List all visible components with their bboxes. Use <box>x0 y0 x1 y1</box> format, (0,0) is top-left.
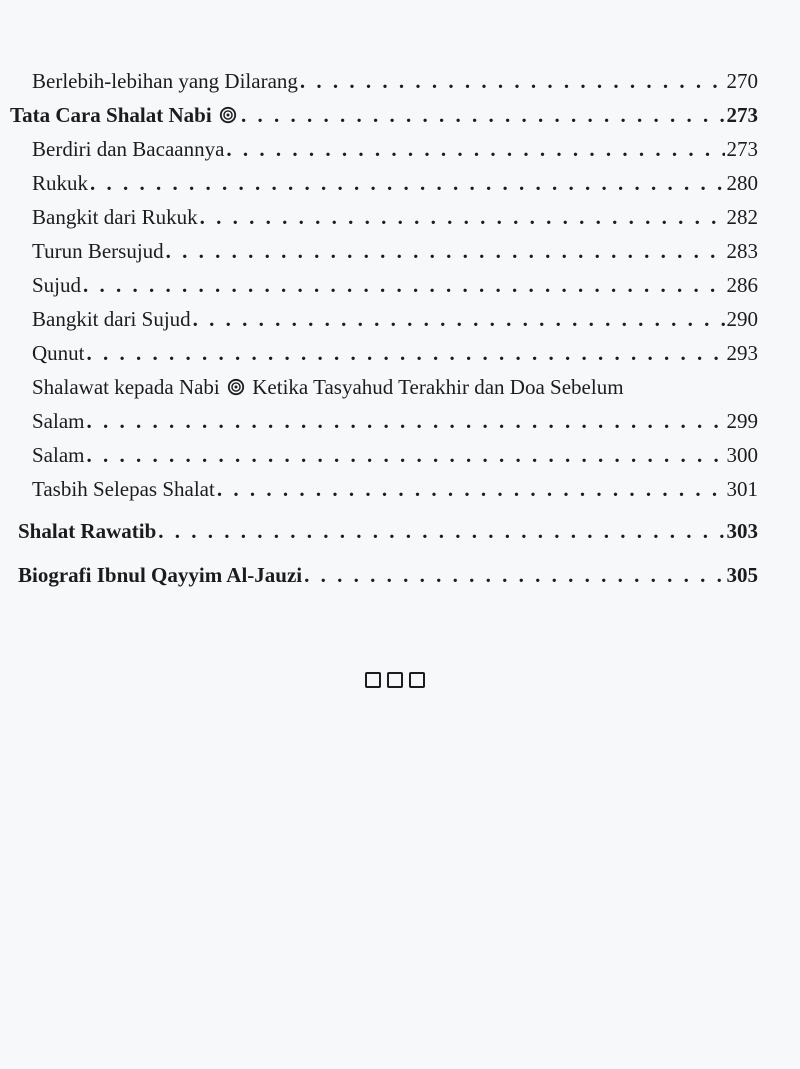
dot-leader <box>217 472 725 506</box>
dot-leader <box>158 514 724 548</box>
dot-leader <box>193 302 725 336</box>
dot-leader <box>304 558 724 592</box>
toc-entry[interactable] <box>0 200 800 234</box>
toc-entry-title: Turun Bersujud <box>32 239 164 263</box>
dot-leader <box>87 336 725 370</box>
toc-entry-title: Rukuk <box>32 171 89 195</box>
dot-leader <box>300 64 725 98</box>
toc-entry[interactable] <box>0 404 800 438</box>
toc-entry[interactable] <box>0 98 800 132</box>
toc-entry-title: Tata Cara Shalat Nabi <box>10 103 212 127</box>
toc-entry[interactable] <box>0 166 800 200</box>
toc-entry-title: Qunut <box>32 341 85 365</box>
toc-entry[interactable] <box>0 268 800 302</box>
toc-entry-page: 299 <box>726 409 758 433</box>
toc-entry-page: 273 <box>726 137 758 161</box>
toc-entry-page: 301 <box>726 477 758 501</box>
saw-icon <box>219 106 237 124</box>
dot-leader <box>87 404 725 438</box>
dot-leader <box>226 132 724 166</box>
toc-entry-page: 270 <box>726 69 758 93</box>
toc-entry-title-line[interactable] <box>0 370 800 404</box>
toc-entry-title: Bangkit dari Rukuk <box>32 205 198 229</box>
toc-entry[interactable] <box>0 558 800 592</box>
toc-entry-page: 293 <box>726 341 758 365</box>
toc-entry-page: 273 <box>726 103 758 127</box>
toc-entry-title: Shalat Rawatib <box>18 519 157 543</box>
toc-entry[interactable] <box>0 336 800 370</box>
square-icon <box>387 672 403 688</box>
toc-entry-title: Berlebih-lebihan yang Dilarang <box>32 69 298 93</box>
toc-entry[interactable] <box>0 514 800 548</box>
toc-entry[interactable] <box>0 438 800 472</box>
toc-entry-page: 282 <box>726 205 758 229</box>
toc-entry-page: 305 <box>726 563 758 587</box>
toc-entry-page: 286 <box>726 273 758 297</box>
toc-entry-title: Salam <box>32 443 85 467</box>
square-icon <box>365 672 381 688</box>
table-of-contents <box>0 64 800 592</box>
toc-entry-title: Bangkit dari Sujud <box>32 307 191 331</box>
square-icon <box>409 672 425 688</box>
dot-leader <box>241 98 725 132</box>
toc-entry-page: 303 <box>726 519 758 543</box>
dot-leader <box>90 166 724 200</box>
toc-entry[interactable] <box>0 234 800 268</box>
saw-icon <box>227 378 245 396</box>
dot-leader <box>87 438 725 472</box>
toc-entry-title: Biografi Ibnul Qayyim Al-Jauzi <box>18 563 303 587</box>
toc-entry-title: Tasbih Selepas Shalat <box>32 477 215 501</box>
toc-entry-title: Berdiri dan Bacaannya <box>32 137 225 161</box>
toc-entry-title: Salam <box>32 409 85 433</box>
toc-entry-title: Sujud <box>32 273 82 297</box>
toc-entry[interactable] <box>0 302 800 336</box>
toc-entry[interactable] <box>0 472 800 506</box>
toc-entry-page: 280 <box>726 171 758 195</box>
toc-entry-page: 290 <box>726 307 758 331</box>
toc-entry[interactable] <box>0 64 800 98</box>
dot-leader <box>83 268 724 302</box>
toc-entry-page: 283 <box>726 239 758 263</box>
dot-leader <box>200 200 725 234</box>
toc-entry[interactable] <box>0 132 800 166</box>
dot-leader <box>166 234 725 268</box>
toc-entry-page: 300 <box>726 443 758 467</box>
toc-entry-title: Shalawat kepada Nabi <box>32 375 220 399</box>
three-squares-separator-icon <box>365 672 425 688</box>
toc-entry-title-continued: Ketika Tasyahud Terakhir dan Doa Sebelum <box>252 375 624 399</box>
